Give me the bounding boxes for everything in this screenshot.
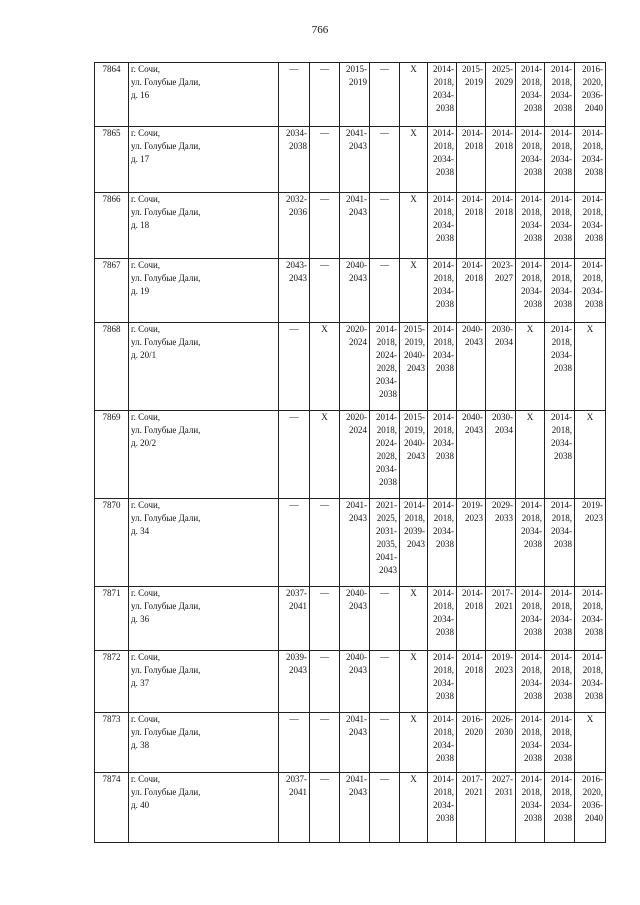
table-row — [95, 193, 606, 259]
schedule-cell: 2014- 2018, 2034- 2038 — [428, 323, 457, 411]
schedule-cell: 2041- 2043 — [340, 773, 370, 843]
schedule-cell: — — [279, 323, 310, 411]
address-line: г. Сочи, — [131, 260, 161, 270]
schedule-cell: 2030- 2034 — [486, 411, 516, 499]
schedule-cell: X — [575, 323, 606, 411]
schedule-cell: — — [370, 651, 400, 713]
schedule-cell: 2014- 2018, 2034- 2038 — [545, 587, 575, 651]
address-line: ул. Голубые Дали, — [131, 513, 201, 523]
table-row — [95, 323, 606, 411]
schedule-cell: 2014- 2018, 2034- 2038 — [428, 127, 457, 193]
schedule-cell: 2014- 2018, 2034- 2038 — [545, 127, 575, 193]
schedule-cell: 2029- 2033 — [486, 499, 516, 587]
schedule-cell: 2014- 2018, 2034- 2038 — [516, 651, 545, 713]
table-row — [95, 411, 606, 499]
schedule-cell: 2014- 2018, 2034- 2038 — [545, 411, 575, 499]
address-line: д. 34 — [131, 526, 150, 536]
table-row — [95, 713, 606, 773]
schedule-cell: 2017- 2021 — [486, 587, 516, 651]
schedule-cell: 2040- 2043 — [457, 411, 486, 499]
schedule-cell: X — [310, 323, 340, 411]
schedule-cell: 2014- 2018, 2034- 2038 — [545, 259, 575, 323]
schedule-cell: X — [575, 411, 606, 499]
address-line: ул. Голубые Дали, — [131, 425, 201, 435]
schedule-cell: — — [310, 63, 340, 127]
address-cell — [129, 499, 279, 587]
schedule-cell: 2030- 2034 — [486, 323, 516, 411]
schedule-cell: — — [370, 713, 400, 773]
address-line: ул. Голубые Дали, — [131, 207, 201, 217]
schedule-cell: 2025- 2029 — [486, 63, 516, 127]
schedule-cell: 2027- 2031 — [486, 773, 516, 843]
schedule-cell: — — [279, 411, 310, 499]
address-line: д. 37 — [131, 678, 150, 688]
schedule-cell: 2014- 2018, 2034- 2038 — [575, 193, 606, 259]
schedule-cell: 2019- 2023 — [457, 499, 486, 587]
row-number: 7871 — [95, 587, 129, 651]
address-line: д. 40 — [131, 800, 150, 810]
schedule-cell: 2041- 2043 — [340, 499, 370, 587]
schedule-cell: 2014- 2018 — [457, 259, 486, 323]
address-line: д. 19 — [131, 286, 150, 296]
schedule-cell: 2014- 2018, 2034- 2038 — [575, 127, 606, 193]
address-line: г. Сочи, — [131, 324, 161, 334]
table-row — [95, 259, 606, 323]
address-line: д. 20/1 — [131, 350, 157, 360]
address-line: г. Сочи, — [131, 194, 161, 204]
table-row — [95, 127, 606, 193]
schedule-cell: 2014- 2018, 2034- 2038 — [545, 193, 575, 259]
schedule-cell: 2014- 2018 — [457, 127, 486, 193]
schedule-cell: — — [310, 259, 340, 323]
schedule-cell: 2040- 2043 — [340, 651, 370, 713]
housing-repair-schedule-table — [94, 62, 606, 843]
row-number: 7869 — [95, 411, 129, 499]
schedule-cell: 2037- 2041 — [279, 773, 310, 843]
address-line: г. Сочи, — [131, 714, 161, 724]
address-cell — [129, 193, 279, 259]
schedule-cell: 2014- 2018, 2024- 2028, 2034- 2038 — [370, 323, 400, 411]
schedule-cell: 2014- 2018 — [486, 127, 516, 193]
schedule-cell: 2014- 2018 — [457, 193, 486, 259]
schedule-cell: X — [400, 587, 428, 651]
schedule-cell: 2014- 2018, 2034- 2038 — [428, 259, 457, 323]
table-row — [95, 587, 606, 651]
address-line: ул. Голубые Дали, — [131, 273, 201, 283]
schedule-cell: 2020- 2024 — [340, 411, 370, 499]
schedule-cell: 2041- 2043 — [340, 127, 370, 193]
schedule-cell: 2014- 2018 — [457, 651, 486, 713]
address-line: ул. Голубые Дали, — [131, 141, 201, 151]
address-line: г. Сочи, — [131, 64, 161, 74]
schedule-cell: 2015- 2019, 2040- 2043 — [400, 411, 428, 499]
schedule-cell: 2020- 2024 — [340, 323, 370, 411]
schedule-cell: 2015- 2019 — [340, 63, 370, 127]
schedule-cell: 2021- 2025, 2031- 2035, 2041- 2043 — [370, 499, 400, 587]
schedule-cell: 2014- 2018, 2034- 2038 — [516, 127, 545, 193]
schedule-cell: — — [310, 773, 340, 843]
schedule-cell: 2037- 2041 — [279, 587, 310, 651]
schedule-cell: 2014- 2018, 2034- 2038 — [428, 773, 457, 843]
schedule-cell: 2014- 2018, 2034- 2038 — [545, 773, 575, 843]
schedule-cell: 2017- 2021 — [457, 773, 486, 843]
schedule-cell: — — [370, 127, 400, 193]
schedule-cell: X — [400, 713, 428, 773]
row-number: 7867 — [95, 259, 129, 323]
address-line: ул. Голубые Дали, — [131, 787, 201, 797]
schedule-cell: 2014- 2018, 2034- 2038 — [575, 651, 606, 713]
schedule-cell: X — [310, 411, 340, 499]
schedule-cell: — — [310, 499, 340, 587]
schedule-cell: 2016- 2020, 2036- 2040 — [575, 63, 606, 127]
address-cell — [129, 323, 279, 411]
schedule-cell: 2014- 2018, 2034- 2038 — [545, 651, 575, 713]
row-number: 7873 — [95, 713, 129, 773]
schedule-cell: — — [279, 713, 310, 773]
table-row — [95, 63, 606, 127]
schedule-cell: X — [400, 63, 428, 127]
address-line: ул. Голубые Дали, — [131, 665, 201, 675]
schedule-cell: — — [310, 587, 340, 651]
schedule-cell: 2014- 2018, 2034- 2038 — [428, 63, 457, 127]
schedule-cell: 2026- 2030 — [486, 713, 516, 773]
schedule-cell: — — [370, 587, 400, 651]
address-line: г. Сочи, — [131, 128, 161, 138]
schedule-cell: X — [400, 651, 428, 713]
address-line: д. 18 — [131, 220, 150, 230]
schedule-cell: X — [516, 411, 545, 499]
address-line: ул. Голубые Дали, — [131, 337, 201, 347]
address-line: ул. Голубые Дали, — [131, 77, 201, 87]
address-cell — [129, 651, 279, 713]
schedule-cell: 2016- 2020 — [457, 713, 486, 773]
schedule-cell: 2043- 2043 — [279, 259, 310, 323]
schedule-cell: 2016- 2020, 2036- 2040 — [575, 773, 606, 843]
address-line: д. 36 — [131, 614, 150, 624]
page-number: 766 — [311, 24, 329, 36]
schedule-cell: 2032- 2036 — [279, 193, 310, 259]
schedule-cell: — — [370, 773, 400, 843]
row-number: 7868 — [95, 323, 129, 411]
table-row — [95, 773, 606, 843]
schedule-cell: 2014- 2018, 2034- 2038 — [545, 323, 575, 411]
table-row — [95, 651, 606, 713]
address-cell — [129, 713, 279, 773]
schedule-cell: 2014- 2018, 2034- 2038 — [428, 587, 457, 651]
address-line: г. Сочи, — [131, 774, 161, 784]
schedule-cell: 2014- 2018, 2034- 2038 — [516, 259, 545, 323]
schedule-cell: — — [370, 193, 400, 259]
row-number: 7866 — [95, 193, 129, 259]
address-cell — [129, 411, 279, 499]
row-number: 7874 — [95, 773, 129, 843]
schedule-cell: 2014- 2018 — [486, 193, 516, 259]
row-number: 7864 — [95, 63, 129, 127]
schedule-cell: 2014- 2018, 2034- 2038 — [428, 411, 457, 499]
address-line: ул. Голубые Дали, — [131, 601, 201, 611]
schedule-cell: 2014- 2018, 2034- 2038 — [516, 63, 545, 127]
address-line: д. 16 — [131, 90, 150, 100]
address-cell — [129, 63, 279, 127]
schedule-cell: 2040- 2043 — [340, 259, 370, 323]
schedule-cell: 2034- 2038 — [279, 127, 310, 193]
row-number: 7870 — [95, 499, 129, 587]
schedule-cell: X — [516, 323, 545, 411]
schedule-cell: 2014- 2018, 2034- 2038 — [516, 193, 545, 259]
schedule-cell: 2019- 2023 — [575, 499, 606, 587]
address-cell — [129, 587, 279, 651]
schedule-cell: 2014- 2018, 2024- 2028, 2034- 2038 — [370, 411, 400, 499]
schedule-cell: 2015- 2019 — [457, 63, 486, 127]
address-line: д. 38 — [131, 740, 150, 750]
schedule-cell: 2040- 2043 — [457, 323, 486, 411]
schedule-cell: 2039- 2043 — [279, 651, 310, 713]
schedule-cell: — — [279, 63, 310, 127]
schedule-cell: 2014- 2018 — [457, 587, 486, 651]
schedule-cell: — — [310, 713, 340, 773]
schedule-cell: — — [279, 499, 310, 587]
schedule-cell: 2014- 2018, 2034- 2038 — [428, 499, 457, 587]
address-cell — [129, 773, 279, 843]
schedule-cell: — — [310, 651, 340, 713]
schedule-cell: 2041- 2043 — [340, 193, 370, 259]
schedule-cell: — — [310, 127, 340, 193]
schedule-cell: 2014- 2018, 2034- 2038 — [516, 773, 545, 843]
schedule-cell: 2015- 2019, 2040- 2043 — [400, 323, 428, 411]
row-number: 7872 — [95, 651, 129, 713]
schedule-cell: — — [370, 259, 400, 323]
address-line: д. 17 — [131, 154, 150, 164]
address-line: г. Сочи, — [131, 588, 161, 598]
address-line: г. Сочи, — [131, 500, 161, 510]
address-line: г. Сочи, — [131, 412, 161, 422]
address-line: г. Сочи, — [131, 652, 161, 662]
schedule-cell: 2014- 2018, 2034- 2038 — [516, 499, 545, 587]
address-cell — [129, 259, 279, 323]
schedule-cell: 2014- 2018, 2034- 2038 — [575, 259, 606, 323]
address-line: д. 20/2 — [131, 438, 157, 448]
schedule-cell: 2014- 2018, 2034- 2038 — [428, 193, 457, 259]
schedule-cell: 2014- 2018, 2034- 2038 — [516, 713, 545, 773]
schedule-cell: X — [400, 193, 428, 259]
schedule-cell: — — [310, 193, 340, 259]
schedule-cell: X — [400, 259, 428, 323]
address-line: ул. Голубые Дали, — [131, 727, 201, 737]
schedule-cell: 2040- 2043 — [340, 587, 370, 651]
schedule-cell: 2014- 2018, 2034- 2038 — [428, 713, 457, 773]
schedule-cell: X — [400, 773, 428, 843]
schedule-cell: 2014- 2018, 2034- 2038 — [545, 713, 575, 773]
schedule-cell: X — [575, 713, 606, 773]
schedule-cell: 2014- 2018, 2039- 2043 — [400, 499, 428, 587]
schedule-cell: X — [400, 127, 428, 193]
schedule-cell: 2014- 2018, 2034- 2038 — [545, 63, 575, 127]
schedule-cell: — — [370, 63, 400, 127]
schedule-cell: 2014- 2018, 2034- 2038 — [575, 587, 606, 651]
schedule-cell: 2014- 2018, 2034- 2038 — [516, 587, 545, 651]
schedule-cell: 2023- 2027 — [486, 259, 516, 323]
schedule-cell: 2014- 2018, 2034- 2038 — [428, 651, 457, 713]
table-row — [95, 499, 606, 587]
schedule-cell: 2014- 2018, 2034- 2038 — [545, 499, 575, 587]
row-number: 7865 — [95, 127, 129, 193]
schedule-cell: 2041- 2043 — [340, 713, 370, 773]
schedule-cell: 2019- 2023 — [486, 651, 516, 713]
address-cell — [129, 127, 279, 193]
